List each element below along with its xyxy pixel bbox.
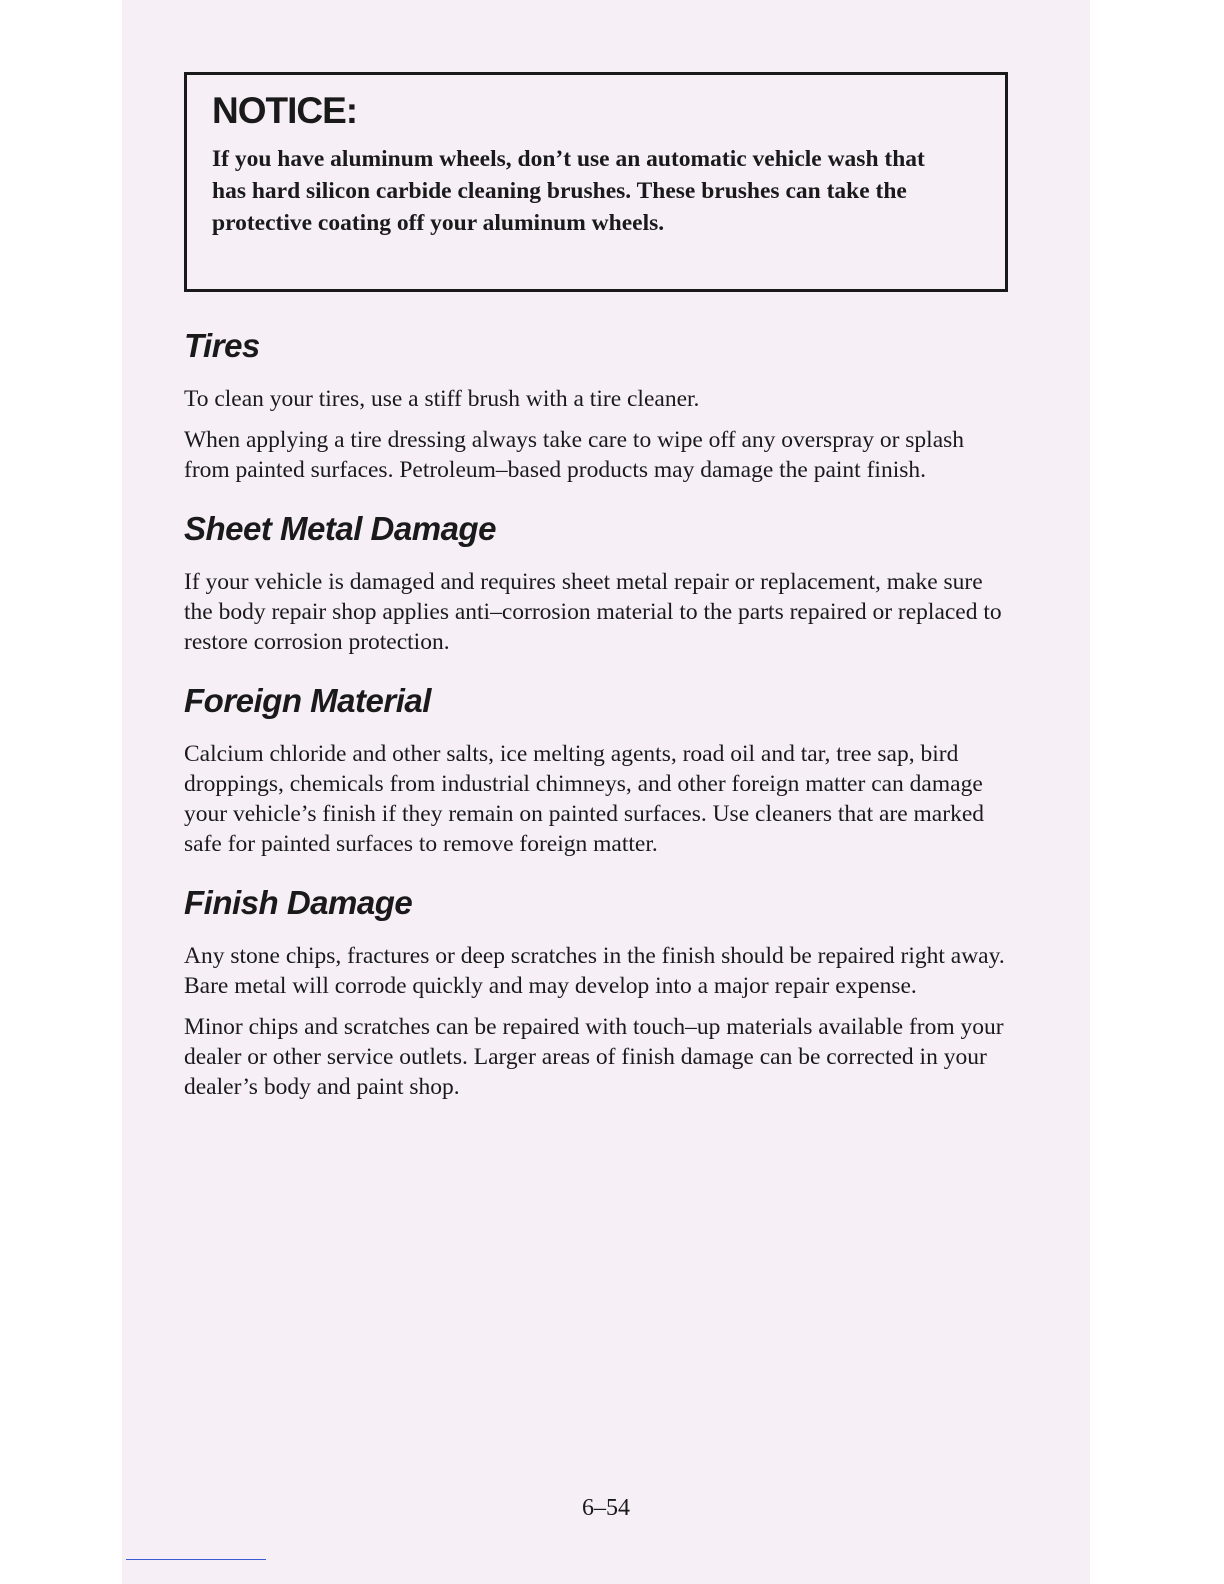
main-content <box>184 326 1014 1126</box>
paragraph: Any stone chips, fractures or deep scratches in the finish should be repaired right away. Bare metal will corrode quickly and may develop into a major repair expense. <box>184 943 1005 999</box>
section-finish-damage <box>184 883 1014 1102</box>
section-heading: Finish Damage <box>184 884 413 921</box>
page-number: 6–54 <box>582 1495 630 1521</box>
paragraph: Calcium chloride and other salts, ice melting agents, road oil and tar, tree sap, bird droppings, chemicals from industrial chimneys, and other foreign matter can damage your vehicle’s finish if they remain on painted surfaces. Use cleaners that are marked safe for painted surfaces to remove foreign matter. <box>184 741 984 857</box>
section-foreign-material <box>184 681 1014 859</box>
notice-body: If you have aluminum wheels, don’t use an automatic vehicle wash that has hard silicon carbide cleaning brushes. These brushes can take the protective coating off your aluminum wheels. <box>212 146 925 236</box>
paragraph: If your vehicle is damaged and requires sheet metal repair or replacement, make sure the body repair shop applies anti–corrosion material to the parts repaired or replaced to restore corrosion protection. <box>184 569 1002 655</box>
section-heading: Sheet Metal Damage <box>184 510 496 547</box>
paragraph: Minor chips and scratches can be repaired with touch–up materials available from your dealer or other service outlets. Larger areas of finish damage can be corrected in your dealer’s body and paint shop. <box>184 1014 1004 1100</box>
section-heading: Foreign Material <box>184 682 431 719</box>
paragraph: When applying a tire dressing always take care to wipe off any overspray or splash from painted surfaces. Petroleum–based products may damage the paint finish. <box>184 427 965 483</box>
footer-rule <box>126 1559 266 1560</box>
paragraph: To clean your tires, use a stiff brush with a tire cleaner. <box>184 386 700 412</box>
notice-title: NOTICE: <box>212 90 358 131</box>
section-sheet-metal-damage <box>184 509 1014 657</box>
notice-box <box>184 72 1008 292</box>
section-heading: Tires <box>184 327 260 364</box>
document-page <box>122 0 1090 1584</box>
section-tires <box>184 326 1014 485</box>
